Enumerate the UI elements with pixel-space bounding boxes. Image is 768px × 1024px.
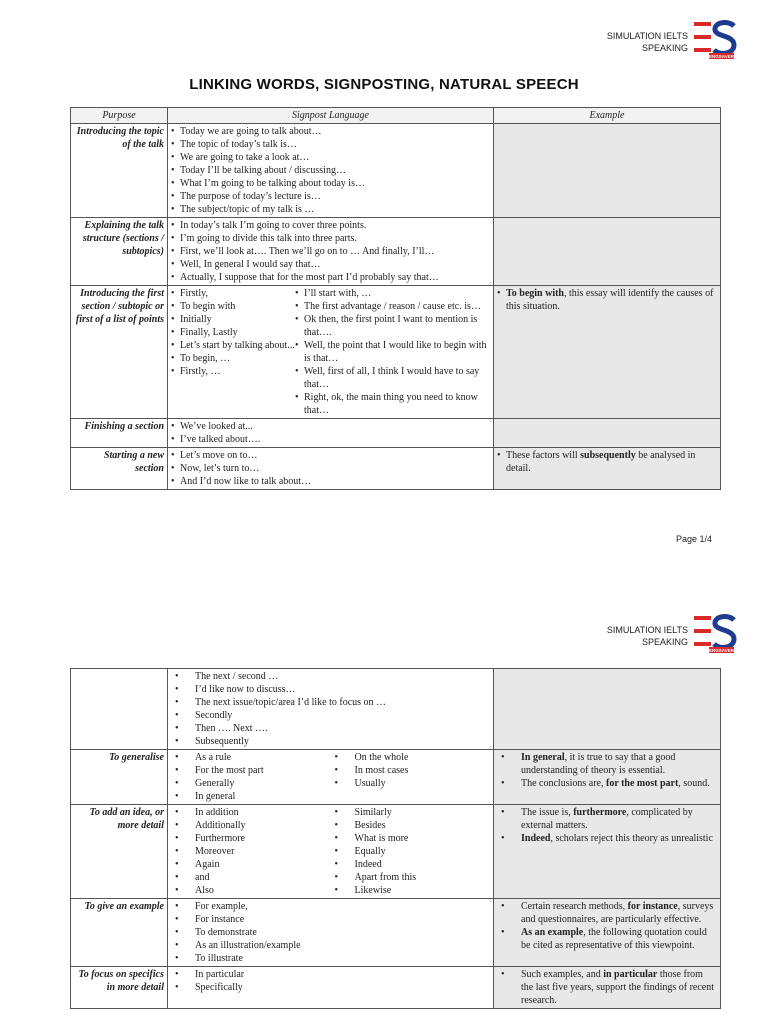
list-item: • As a rule (171, 751, 331, 764)
list-item: • Initially (171, 313, 295, 326)
signpost-cell (168, 669, 494, 750)
list-item: • In addition (171, 806, 331, 819)
example-item: • To begin with, this essay will identify the causes of this situation. (497, 287, 717, 313)
list-item: • The subject/topic of my talk is … (171, 203, 490, 216)
example-item: • In general, it is true to say that a good understanding of theory is essential. (497, 751, 717, 777)
purpose-cell: To generalise (71, 750, 168, 805)
example-emphasis: for instance (627, 901, 678, 912)
example-cell (494, 967, 721, 1009)
list-item: • To begin with (171, 300, 295, 313)
list-item: • I’d like now to discuss… (171, 683, 490, 696)
example-item: • Certain research methods, for instance, surveys and questionnaires, are particularly effective. (497, 900, 717, 926)
list-item: • As an illustration/example (171, 939, 490, 952)
signpost-list (171, 968, 490, 994)
logo-line-2: SPEAKING (641, 43, 688, 53)
list-item: • Apart from this (331, 871, 491, 884)
list-item: • I’ll start with, … (295, 287, 490, 300)
example-list (497, 806, 717, 845)
two-column-list (171, 287, 490, 417)
signpost-list (171, 449, 490, 488)
example-item: • Indeed, scholars reject this theory as unrealistic (497, 832, 717, 845)
example-cell (494, 805, 721, 899)
example-list (497, 751, 717, 790)
example-list (497, 449, 717, 475)
purpose-cell: Introducing the topic of the talk (71, 124, 168, 218)
example-cell (494, 286, 721, 419)
purpose-cell: Explaining the talk structure (sections / subtopics) (71, 218, 168, 286)
list-item: • Usually (331, 777, 491, 790)
example-emphasis: Indeed (521, 833, 551, 844)
example-cell (494, 899, 721, 967)
list-item: • Firstly, (171, 287, 295, 300)
example-emphasis: furthermore (573, 807, 627, 818)
list-item: • We are going to take a look at… (171, 151, 490, 164)
signpost-list (171, 900, 490, 965)
example-list (497, 287, 717, 313)
signpost-cell (168, 805, 494, 899)
signpost-list-b (295, 287, 490, 417)
signpost-cell (168, 448, 494, 490)
example-emphasis: To begin with (506, 288, 564, 299)
signpost-list-a (171, 751, 331, 803)
signpost-table-page-1 (70, 107, 721, 490)
list-item: • For the most part (171, 764, 331, 777)
list-item: • Well, In general I would say that… (171, 258, 490, 271)
list-item: • Well, the point that I would like to begin with is that… (295, 339, 490, 365)
table-row (71, 899, 721, 967)
table-header-row (71, 108, 721, 124)
list-item: • To demonstrate (171, 926, 490, 939)
signpost-list-a (171, 806, 331, 897)
example-emphasis: in particular (603, 969, 658, 980)
list-item: • What I’m going to be talking about today is… (171, 177, 490, 190)
example-item: • As an example, the following quotation could be cited as representative of this viewpoint. (497, 926, 717, 952)
example-emphasis: In general (521, 752, 565, 763)
list-item: • In general (171, 790, 331, 803)
example-cell (494, 218, 721, 286)
list-item: • Subsequently (171, 735, 490, 748)
list-item: • Furthermore (171, 832, 331, 845)
list-item: • The first advantage / reason / cause etc. is… (295, 300, 490, 313)
two-column-list (171, 751, 490, 803)
purpose-cell: Finishing a section (71, 419, 168, 448)
list-item: • Also (171, 884, 331, 897)
purpose-cell: To give an example (71, 899, 168, 967)
signpost-cell (168, 218, 494, 286)
list-item: • For instance (171, 913, 490, 926)
signpost-list (171, 420, 490, 446)
list-item: • Today I’ll be talking about / discussing… (171, 164, 490, 177)
list-item: • Secondly (171, 709, 490, 722)
list-item: • Ok then, the first point I want to mention is that…. (295, 313, 490, 339)
signpost-list (171, 219, 490, 284)
example-list (497, 900, 717, 952)
logo-line-1: SIMULATION IELTS (606, 625, 688, 635)
brand-logo (518, 20, 738, 60)
es-logo-icon (694, 614, 738, 654)
list-item: • I’ve talked about…. (171, 433, 490, 446)
logo-tag: ENGSAVER (709, 53, 734, 59)
list-item: • Generally (171, 777, 331, 790)
list-item: • Now, let’s turn to… (171, 462, 490, 475)
signpost-cell (168, 419, 494, 448)
list-item: • Equally (331, 845, 491, 858)
list-item: • In particular (171, 968, 490, 981)
logo-tag: ENGSAVER (709, 647, 734, 653)
signpost-cell (168, 124, 494, 218)
list-item: • In most cases (331, 764, 491, 777)
table-row (71, 218, 721, 286)
es-logo-icon (694, 20, 738, 60)
signpost-table-page-2 (70, 668, 721, 1009)
list-item: • Finally, Lastly (171, 326, 295, 339)
table-row (71, 805, 721, 899)
list-item: • In today’s talk I’m going to cover three points. (171, 219, 490, 232)
list-item: • I’m going to divide this talk into three parts. (171, 232, 490, 245)
list-item: • Likewise (331, 884, 491, 897)
two-column-list (171, 806, 490, 897)
list-item: • Additionally (171, 819, 331, 832)
signpost-list (171, 125, 490, 216)
list-item: • Well, first of all, I think I would have to say that… (295, 365, 490, 391)
list-item: • Let’s start by talking about... (171, 339, 295, 352)
list-item: • What is more (331, 832, 491, 845)
table-row (71, 669, 721, 750)
list-item: • Indeed (331, 858, 491, 871)
example-cell (494, 448, 721, 490)
list-item: • Right, ok, the main thing you need to know that… (295, 391, 490, 417)
list-item: • Firstly, … (171, 365, 295, 378)
signpost-cell (168, 967, 494, 1009)
list-item: • Today we are going to talk about… (171, 125, 490, 138)
list-item: • Moreover (171, 845, 331, 858)
list-item: • Let’s move on to… (171, 449, 490, 462)
signpost-list-a (171, 287, 295, 417)
list-item: • The next issue/topic/area I’d like to focus on … (171, 696, 490, 709)
purpose-cell (71, 669, 168, 750)
example-cell (494, 669, 721, 750)
header-purpose: Purpose (71, 108, 168, 124)
list-item: • The topic of today’s talk is… (171, 138, 490, 151)
example-item: • Such examples, and in particular those from the last five years, support the findings of recent research. (497, 968, 717, 1007)
header-example: Example (494, 108, 721, 124)
logo-text (607, 30, 688, 54)
signpost-cell (168, 899, 494, 967)
table-row (71, 124, 721, 218)
example-cell (494, 750, 721, 805)
list-item: • Then …. Next …. (171, 722, 490, 735)
list-item: • and (171, 871, 331, 884)
example-item: • The conclusions are, for the most part, sound. (497, 777, 717, 790)
signpost-cell (168, 750, 494, 805)
example-item: • These factors will subsequently be analysed in detail. (497, 449, 717, 475)
signpost-list (171, 670, 490, 748)
list-item: • We’ve looked at... (171, 420, 490, 433)
logo-line-2: SPEAKING (641, 637, 688, 647)
table-row (71, 967, 721, 1009)
list-item: • For example, (171, 900, 490, 913)
purpose-cell: Introducing the first section / subtopic or first of a list of points (71, 286, 168, 419)
list-item: • And I’d now like to talk about… (171, 475, 490, 488)
example-emphasis: As an example (521, 927, 584, 938)
purpose-cell: To focus on specifics in more detail (71, 967, 168, 1009)
header-language: Signpost Language (168, 108, 494, 124)
list-item: • First, we’ll look at…. Then we’ll go on to … And finally, I’ll… (171, 245, 490, 258)
list-item: • Besides (331, 819, 491, 832)
signpost-list-b (331, 751, 491, 803)
list-item: • The purpose of today’s lecture is… (171, 190, 490, 203)
table-row (71, 286, 721, 419)
table-row (71, 419, 721, 448)
logo-line-1: SIMULATION IELTS (606, 31, 688, 41)
list-item: • To begin, … (171, 352, 295, 365)
list-item: • Again (171, 858, 331, 871)
page-number: Page 1/4 (675, 534, 712, 544)
example-item: • The issue is, furthermore, complicated by external matters. (497, 806, 717, 832)
example-emphasis: for the most part (605, 778, 679, 789)
example-cell (494, 124, 721, 218)
list-item: • Actually, I suppose that for the most part I’d probably say that… (171, 271, 490, 284)
list-item: • Specifically (171, 981, 490, 994)
logo-text (607, 624, 688, 648)
list-item: • To illustrate (171, 952, 490, 965)
list-item: • On the whole (331, 751, 491, 764)
example-emphasis: subsequently (580, 450, 636, 461)
table-row (71, 750, 721, 805)
list-item: • Similarly (331, 806, 491, 819)
example-cell (494, 419, 721, 448)
list-item: • The next / second … (171, 670, 490, 683)
brand-logo-page-2 (518, 614, 738, 654)
purpose-cell: To add an idea, or more detail (71, 805, 168, 899)
table-row (71, 448, 721, 490)
document-title: LINKING WORDS, SIGNPOSTING, NATURAL SPEECH (189, 76, 579, 93)
signpost-cell (168, 286, 494, 419)
signpost-list-b (331, 806, 491, 897)
purpose-cell: Starting a new section (71, 448, 168, 490)
example-list (497, 968, 717, 1007)
